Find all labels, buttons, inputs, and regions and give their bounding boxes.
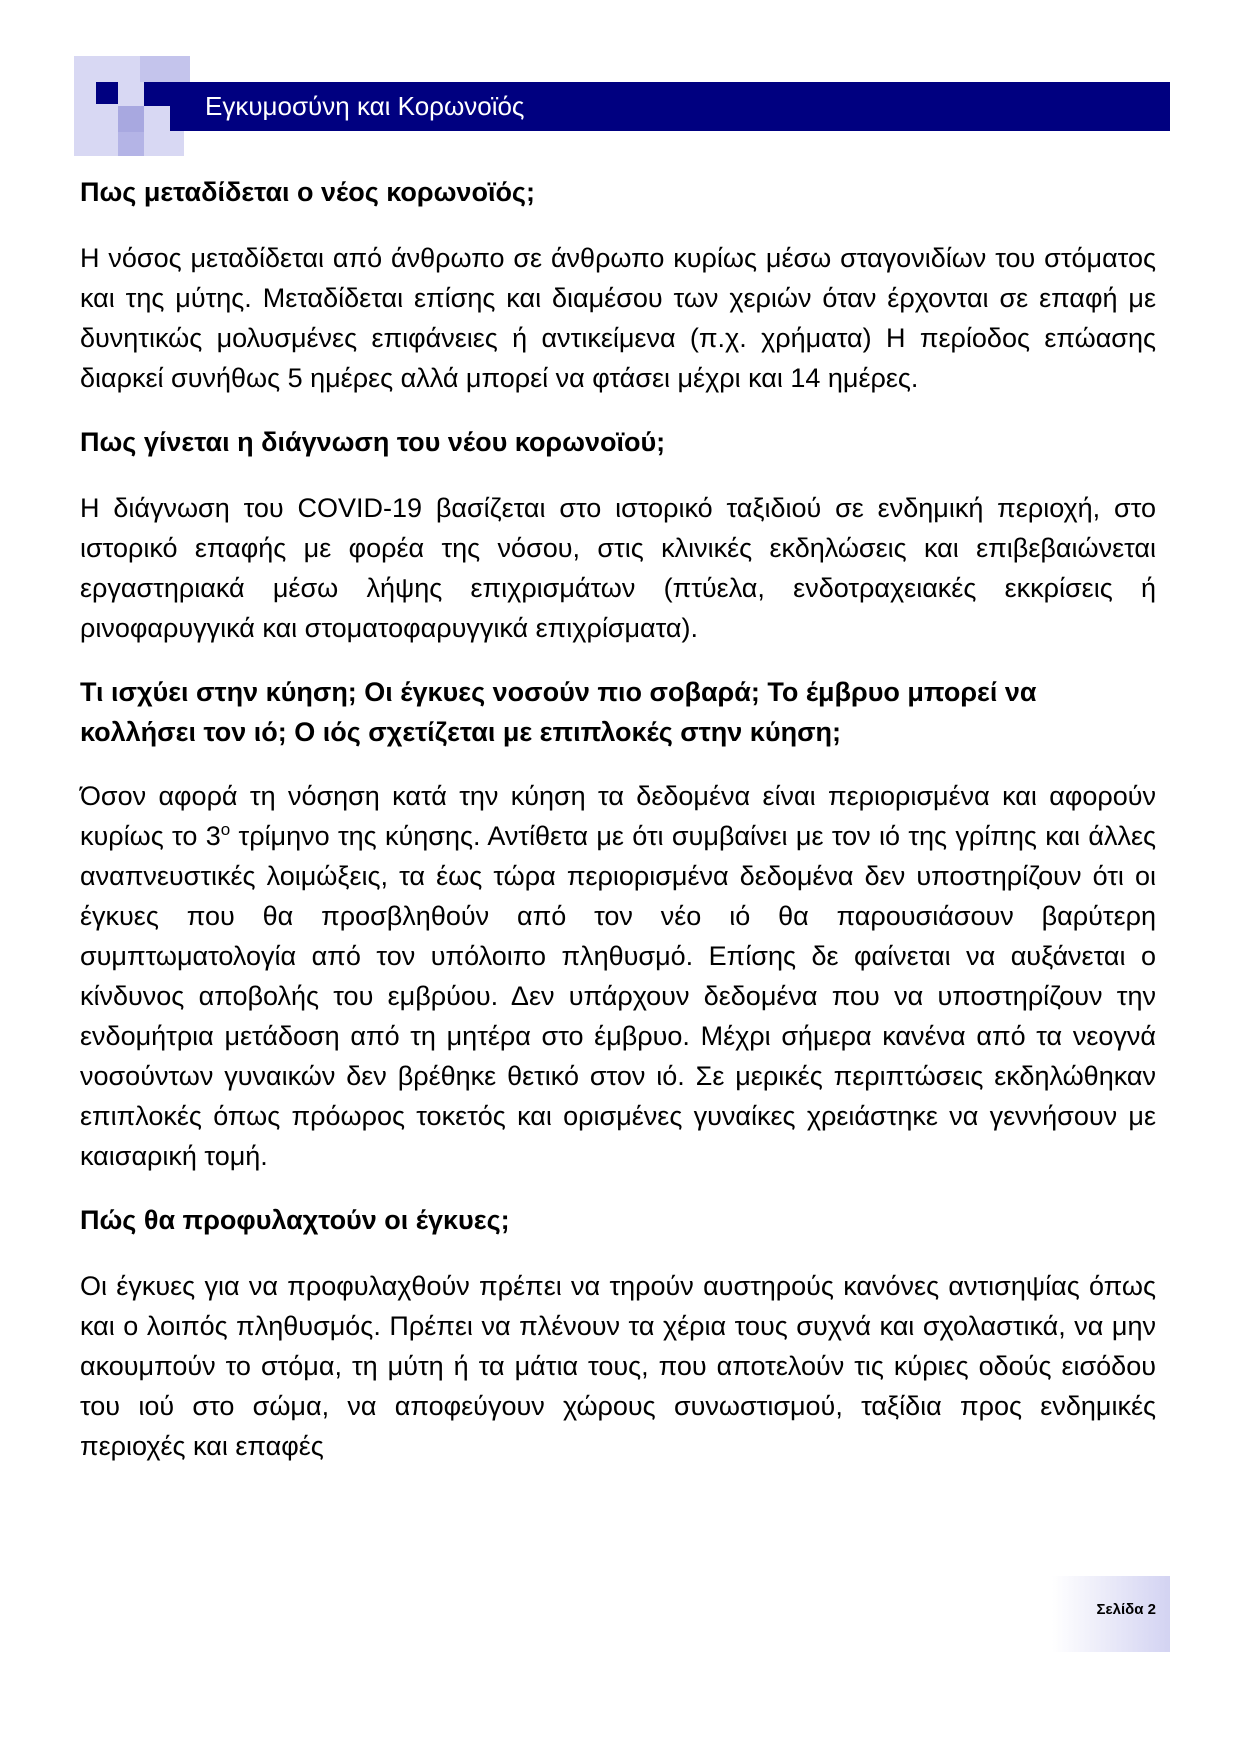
page-number-box: [1052, 1576, 1170, 1652]
header-decor-square-light-top: [140, 56, 190, 82]
header-decor-square-dark-1: [96, 82, 118, 104]
section-heading-pregnancy: Τι ισχύει στην κύηση; Οι έγκυες νοσούν πιο σοβαρά; Το έμβρυο μπορεί να κολλήσει τον ιό; Ο ιός σχετίζεται με επιπλοκές στην κύηση;: [80, 677, 1037, 747]
section-body-pregnancy: [80, 776, 1156, 1176]
header-bar: [170, 82, 1170, 131]
section-heading-diagnosis: Πως γίνεται η διάγνωση του νέου κορωνοϊού;: [80, 427, 666, 457]
document-body: [80, 172, 1156, 1466]
section-body-diagnosis: Η διάγνωση του COVID-19 βασίζεται στο ιστορικό ταξιδιού σε ενδημική περιοχή, στο ιστορικό επαφής με φορέα της νόσου, στις κλινικές εκδηλώσεις και επιβεβαιώνεται εργαστηριακά μέσω λήψης επιχρισμάτων (πτύελα, ενδοτραχειακές εκκρίσεις ή ρινοφαρυγγικά και στοματοφαρυγγικά επιχρίσματα).: [80, 493, 1156, 643]
header-title: Εγκυμοσύνη και Κορωνοϊός: [205, 91, 525, 121]
pregnancy-body-part-2: τρίμηνο της κύησης. Αντίθετα με ότι συμβαίνει με τον ιό της γρίπης και άλλες αναπνευστικές λοιμώξεις, τα έως τώρα περιορισμένα δεδομένα δεν υποστηρίζουν ότι οι έγκυες που θα προσβληθούν από τον νέο ιό θα παρουσιάσουν βαρύτερη συμπτωματολογία από τον υπόλοιπο πληθυσμό. Επίσης δε φαίνεται να αυξάνεται ο κίνδυνος αποβολής του εμβρύου. Δεν υπάρχουν δεδομένα που να υποστηρίζουν την ενδομήτρια μετάδοση από τη μητέρα στο έμβρυο. Μέχρι σήμερα κανένα από τα νεογνά νοσούντων γυναικών δεν βρέθηκε θετικό στον ιό. Σε μερικές περιπτώσεις εκδηλώθηκαν επιπλοκές όπως πρόωρος τοκετός και ορισμένες γυναίκες χρειάστηκε να γεννήσουν με καισαρική τομή.: [80, 821, 1156, 1171]
header-decor-square-mid-low: [118, 132, 144, 156]
pregnancy-body-superscript: ο: [220, 820, 231, 839]
header-decor-square-dark-2: [144, 82, 170, 106]
section-heading-transmission: Πως μεταδίδεται ο νέος κορωνοϊός;: [80, 177, 535, 207]
page-number: Σελίδα 2: [1096, 1601, 1156, 1618]
pregnancy-body-part-1: Όσον αφορά τη νόσηση κατά την κύηση τα δεδομένα είναι περιορισμένα και αφορούν κυρίως το 3: [80, 781, 1156, 851]
section-heading-protection: Πώς θα προφυλαχτούν οι έγκυες;: [80, 1205, 510, 1235]
section-body-transmission: Η νόσος μεταδίδεται από άνθρωπο σε άνθρωπο κυρίως μέσω σταγονιδίων του στόματος και της μύτης. Μεταδίδεται επίσης και διαμέσου των χεριών όταν έρχονται σε επαφή με δυνητικώς μολυσμένες επιφάνειες ή αντικείμενα (π.χ. χρήματα) Η περίοδος επώασης διαρκεί συνήθως 5 ημέρες αλλά μπορεί να φτάσει μέχρι και 14 ημέρες.: [80, 243, 1156, 393]
section-body-protection: Οι έγκυες για να προφυλαχθούν πρέπει να τηρούν αυστηρούς κανόνες αντισηψίας όπως και ο λοιπός πληθυσμός. Πρέπει να πλένουν τα χέρια τους συχνά και σχολαστικά, να μην ακουμπούν το στόμα, τη μύτη ή τα μάτια τους, που αποτελούν τις κύριες οδούς εισόδου του ιού στο σώμα, να αποφεύγουν χώρους συνωστισμού, ταξίδια προς ενδημικές περιοχές και επαφές: [80, 1271, 1156, 1461]
header-decor-square-mid: [118, 106, 144, 132]
